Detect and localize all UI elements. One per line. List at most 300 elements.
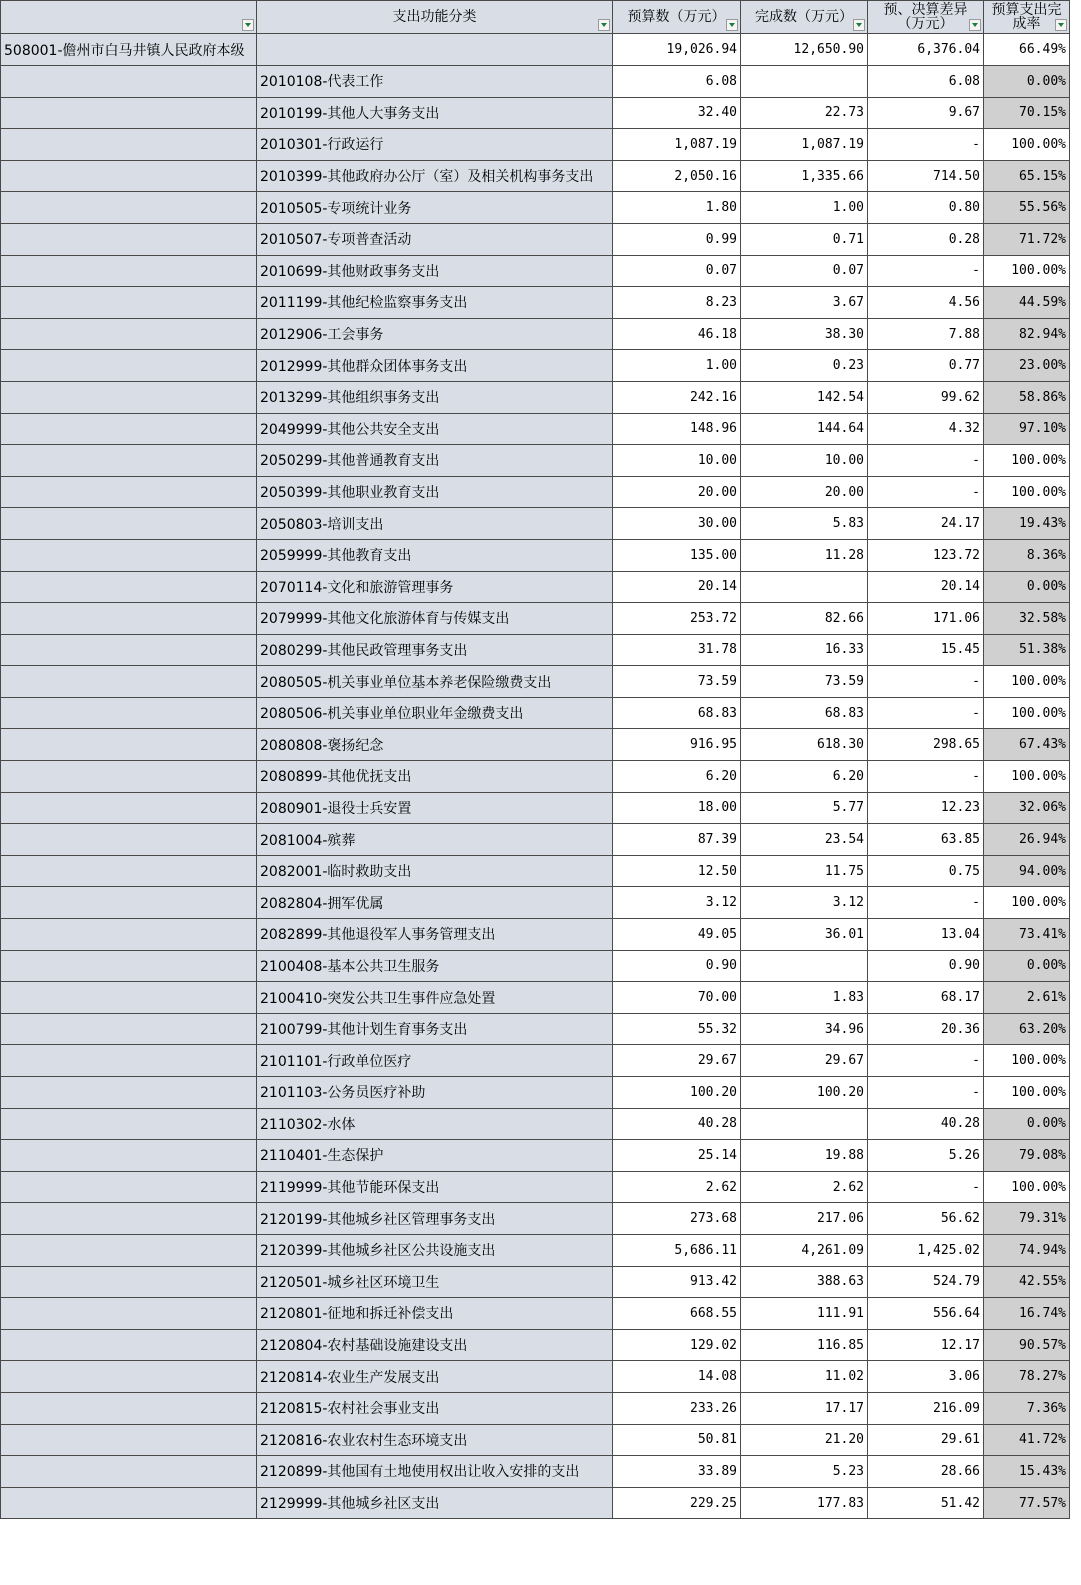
unit-cell[interactable] xyxy=(1,634,257,666)
budget-cell[interactable]: 40.28 xyxy=(613,1108,741,1140)
budget-cell[interactable]: 46.18 xyxy=(613,318,741,350)
rate-cell[interactable]: 44.59% xyxy=(984,287,1070,319)
rate-cell[interactable]: 63.20% xyxy=(984,1013,1070,1045)
table-row[interactable] xyxy=(1,1487,1070,1519)
table-row[interactable] xyxy=(1,634,1070,666)
budget-cell[interactable]: 29.67 xyxy=(613,1045,741,1077)
actual-cell[interactable]: 38.30 xyxy=(741,318,868,350)
diff-cell[interactable]: 298.65 xyxy=(868,729,984,761)
budget-cell[interactable]: 19,026.94 xyxy=(613,34,741,66)
unit-cell[interactable] xyxy=(1,1329,257,1361)
rate-cell[interactable]: 19.43% xyxy=(984,508,1070,540)
diff-cell[interactable]: 524.79 xyxy=(868,1266,984,1298)
table-row[interactable] xyxy=(1,97,1070,129)
category-cell[interactable]: 2079999-其他文化旅游体育与传媒支出 xyxy=(257,603,613,635)
budget-cell[interactable]: 2,050.16 xyxy=(613,160,741,192)
category-cell[interactable]: 2082804-拥军优属 xyxy=(257,887,613,919)
budget-cell[interactable]: 253.72 xyxy=(613,603,741,635)
category-cell[interactable]: 2110302-水体 xyxy=(257,1108,613,1140)
budget-cell[interactable]: 6.08 xyxy=(613,66,741,98)
actual-cell[interactable] xyxy=(741,571,868,603)
category-cell[interactable]: 2010108-代表工作 xyxy=(257,66,613,98)
table-row[interactable] xyxy=(1,1045,1070,1077)
category-cell[interactable]: 2120899-其他国有土地使用权出让收入安排的支出 xyxy=(257,1456,613,1488)
actual-cell[interactable] xyxy=(741,1108,868,1140)
unit-cell[interactable] xyxy=(1,223,257,255)
unit-cell[interactable] xyxy=(1,381,257,413)
filter-dropdown-icon[interactable] xyxy=(726,19,738,31)
table-row[interactable] xyxy=(1,855,1070,887)
unit-cell[interactable] xyxy=(1,1077,257,1109)
rate-cell[interactable]: 2.61% xyxy=(984,982,1070,1014)
unit-cell[interactable] xyxy=(1,919,257,951)
unit-cell[interactable] xyxy=(1,887,257,919)
unit-cell[interactable] xyxy=(1,508,257,540)
table-row[interactable] xyxy=(1,1456,1070,1488)
category-cell[interactable]: 2010301-行政运行 xyxy=(257,129,613,161)
rate-cell[interactable]: 7.36% xyxy=(984,1392,1070,1424)
budget-cell[interactable]: 916.95 xyxy=(613,729,741,761)
rate-cell[interactable]: 97.10% xyxy=(984,413,1070,445)
diff-cell[interactable]: 24.17 xyxy=(868,508,984,540)
table-row[interactable] xyxy=(1,129,1070,161)
rate-cell[interactable]: 79.08% xyxy=(984,1140,1070,1172)
unit-cell[interactable] xyxy=(1,129,257,161)
budget-cell[interactable]: 0.90 xyxy=(613,950,741,982)
rate-cell[interactable]: 8.36% xyxy=(984,539,1070,571)
category-cell[interactable] xyxy=(257,34,613,66)
table-row[interactable] xyxy=(1,1361,1070,1393)
unit-cell[interactable] xyxy=(1,255,257,287)
rate-cell[interactable]: 100.00% xyxy=(984,129,1070,161)
actual-cell[interactable]: 2.62 xyxy=(741,1171,868,1203)
budget-cell[interactable]: 73.59 xyxy=(613,666,741,698)
unit-cell[interactable] xyxy=(1,603,257,635)
actual-cell[interactable]: 388.63 xyxy=(741,1266,868,1298)
table-row[interactable] xyxy=(1,1392,1070,1424)
budget-cell[interactable]: 30.00 xyxy=(613,508,741,540)
budget-cell[interactable]: 31.78 xyxy=(613,634,741,666)
table-row[interactable] xyxy=(1,1329,1070,1361)
unit-cell[interactable] xyxy=(1,1203,257,1235)
table-row[interactable] xyxy=(1,792,1070,824)
unit-cell[interactable] xyxy=(1,445,257,477)
budget-cell[interactable]: 12.50 xyxy=(613,855,741,887)
rate-cell[interactable]: 67.43% xyxy=(984,729,1070,761)
budget-cell[interactable]: 242.16 xyxy=(613,381,741,413)
diff-cell[interactable]: 40.28 xyxy=(868,1108,984,1140)
actual-cell[interactable]: 17.17 xyxy=(741,1392,868,1424)
unit-cell[interactable] xyxy=(1,1234,257,1266)
category-cell[interactable]: 2100799-其他计划生育事务支出 xyxy=(257,1013,613,1045)
actual-cell[interactable]: 4,261.09 xyxy=(741,1234,868,1266)
diff-cell[interactable]: 4.56 xyxy=(868,287,984,319)
budget-cell[interactable]: 32.40 xyxy=(613,97,741,129)
category-cell[interactable]: 2050399-其他职业教育支出 xyxy=(257,476,613,508)
unit-cell[interactable] xyxy=(1,666,257,698)
unit-cell[interactable] xyxy=(1,1140,257,1172)
category-cell[interactable]: 2120814-农业生产发展支出 xyxy=(257,1361,613,1393)
unit-cell[interactable] xyxy=(1,1361,257,1393)
table-row[interactable] xyxy=(1,603,1070,635)
actual-cell[interactable]: 3.67 xyxy=(741,287,868,319)
diff-cell[interactable]: 99.62 xyxy=(868,381,984,413)
unit-cell[interactable]: 508001-儋州市白马井镇人民政府本级 xyxy=(1,34,257,66)
actual-cell[interactable]: 0.71 xyxy=(741,223,868,255)
diff-cell[interactable]: 216.09 xyxy=(868,1392,984,1424)
unit-cell[interactable] xyxy=(1,287,257,319)
category-cell[interactable]: 2010199-其他人大事务支出 xyxy=(257,97,613,129)
diff-cell[interactable]: 6.08 xyxy=(868,66,984,98)
rate-cell[interactable]: 16.74% xyxy=(984,1298,1070,1330)
table-row[interactable] xyxy=(1,255,1070,287)
unit-cell[interactable] xyxy=(1,97,257,129)
table-row[interactable] xyxy=(1,508,1070,540)
table-row[interactable] xyxy=(1,223,1070,255)
unit-cell[interactable] xyxy=(1,824,257,856)
actual-cell[interactable]: 12,650.90 xyxy=(741,34,868,66)
actual-cell[interactable]: 11.02 xyxy=(741,1361,868,1393)
budget-cell[interactable]: 668.55 xyxy=(613,1298,741,1330)
rate-cell[interactable]: 78.27% xyxy=(984,1361,1070,1393)
table-row[interactable] xyxy=(1,1013,1070,1045)
table-row[interactable] xyxy=(1,982,1070,1014)
actual-cell[interactable]: 29.67 xyxy=(741,1045,868,1077)
category-cell[interactable]: 2080506-机关事业单位职业年金缴费支出 xyxy=(257,697,613,729)
rate-cell[interactable]: 100.00% xyxy=(984,1077,1070,1109)
actual-cell[interactable]: 177.83 xyxy=(741,1487,868,1519)
budget-cell[interactable]: 55.32 xyxy=(613,1013,741,1045)
unit-cell[interactable] xyxy=(1,1171,257,1203)
unit-cell[interactable] xyxy=(1,476,257,508)
budget-cell[interactable]: 1.80 xyxy=(613,192,741,224)
rate-cell[interactable]: 100.00% xyxy=(984,1045,1070,1077)
diff-cell[interactable]: - xyxy=(868,666,984,698)
diff-cell[interactable]: 3.06 xyxy=(868,1361,984,1393)
actual-cell[interactable] xyxy=(741,66,868,98)
actual-cell[interactable]: 144.64 xyxy=(741,413,868,445)
diff-cell[interactable]: 0.77 xyxy=(868,350,984,382)
category-cell[interactable]: 2010507-专项普查活动 xyxy=(257,223,613,255)
budget-cell[interactable]: 49.05 xyxy=(613,919,741,951)
unit-cell[interactable] xyxy=(1,160,257,192)
actual-cell[interactable]: 73.59 xyxy=(741,666,868,698)
diff-cell[interactable]: - xyxy=(868,1077,984,1109)
category-cell[interactable]: 2082899-其他退役军人事务管理支出 xyxy=(257,919,613,951)
diff-cell[interactable]: 28.66 xyxy=(868,1456,984,1488)
diff-cell[interactable]: - xyxy=(868,1171,984,1203)
category-cell[interactable]: 2119999-其他节能环保支出 xyxy=(257,1171,613,1203)
budget-cell[interactable]: 10.00 xyxy=(613,445,741,477)
actual-cell[interactable]: 3.12 xyxy=(741,887,868,919)
diff-cell[interactable]: 4.32 xyxy=(868,413,984,445)
category-cell[interactable]: 2129999-其他城乡社区支出 xyxy=(257,1487,613,1519)
unit-cell[interactable] xyxy=(1,982,257,1014)
rate-cell[interactable]: 42.55% xyxy=(984,1266,1070,1298)
category-cell[interactable]: 2080899-其他优抚支出 xyxy=(257,761,613,793)
actual-cell[interactable]: 20.00 xyxy=(741,476,868,508)
category-cell[interactable]: 2050299-其他普通教育支出 xyxy=(257,445,613,477)
category-cell[interactable]: 2120816-农业农村生态环境支出 xyxy=(257,1424,613,1456)
budget-cell[interactable]: 233.26 xyxy=(613,1392,741,1424)
budget-cell[interactable]: 8.23 xyxy=(613,287,741,319)
budget-cell[interactable]: 2.62 xyxy=(613,1171,741,1203)
rate-cell[interactable]: 0.00% xyxy=(984,571,1070,603)
rate-cell[interactable]: 100.00% xyxy=(984,761,1070,793)
diff-cell[interactable]: 9.67 xyxy=(868,97,984,129)
table-row[interactable] xyxy=(1,476,1070,508)
budget-cell[interactable]: 913.42 xyxy=(613,1266,741,1298)
actual-cell[interactable]: 0.07 xyxy=(741,255,868,287)
category-cell[interactable]: 2110401-生态保护 xyxy=(257,1140,613,1172)
diff-cell[interactable]: - xyxy=(868,761,984,793)
actual-cell[interactable]: 34.96 xyxy=(741,1013,868,1045)
rate-cell[interactable]: 100.00% xyxy=(984,887,1070,919)
budget-cell[interactable]: 135.00 xyxy=(613,539,741,571)
diff-cell[interactable]: 171.06 xyxy=(868,603,984,635)
unit-cell[interactable] xyxy=(1,1108,257,1140)
diff-cell[interactable]: 29.61 xyxy=(868,1424,984,1456)
diff-cell[interactable]: 714.50 xyxy=(868,160,984,192)
table-row[interactable] xyxy=(1,887,1070,919)
unit-cell[interactable] xyxy=(1,1013,257,1045)
actual-cell[interactable]: 618.30 xyxy=(741,729,868,761)
unit-cell[interactable] xyxy=(1,350,257,382)
budget-cell[interactable]: 1.00 xyxy=(613,350,741,382)
rate-cell[interactable]: 41.72% xyxy=(984,1424,1070,1456)
actual-cell[interactable]: 5.77 xyxy=(741,792,868,824)
diff-cell[interactable]: 0.90 xyxy=(868,950,984,982)
unit-cell[interactable] xyxy=(1,1424,257,1456)
table-row[interactable] xyxy=(1,539,1070,571)
actual-cell[interactable]: 142.54 xyxy=(741,381,868,413)
actual-cell[interactable]: 116.85 xyxy=(741,1329,868,1361)
budget-cell[interactable]: 229.25 xyxy=(613,1487,741,1519)
actual-cell[interactable]: 100.20 xyxy=(741,1077,868,1109)
category-cell[interactable]: 2080505-机关事业单位基本养老保险缴费支出 xyxy=(257,666,613,698)
rate-cell[interactable]: 51.38% xyxy=(984,634,1070,666)
actual-cell[interactable]: 0.23 xyxy=(741,350,868,382)
category-cell[interactable]: 2080901-退役士兵安置 xyxy=(257,792,613,824)
table-row[interactable] xyxy=(1,1171,1070,1203)
diff-cell[interactable]: - xyxy=(868,887,984,919)
table-row[interactable] xyxy=(1,1077,1070,1109)
budget-cell[interactable]: 1,087.19 xyxy=(613,129,741,161)
category-cell[interactable]: 2120801-征地和拆迁补偿支出 xyxy=(257,1298,613,1330)
unit-cell[interactable] xyxy=(1,571,257,603)
diff-cell[interactable]: 7.88 xyxy=(868,318,984,350)
rate-cell[interactable]: 23.00% xyxy=(984,350,1070,382)
unit-cell[interactable] xyxy=(1,1392,257,1424)
rate-cell[interactable]: 70.15% xyxy=(984,97,1070,129)
table-row-unit-total[interactable] xyxy=(1,34,1070,66)
rate-cell[interactable]: 73.41% xyxy=(984,919,1070,951)
actual-cell[interactable]: 1.83 xyxy=(741,982,868,1014)
diff-cell[interactable]: 12.23 xyxy=(868,792,984,824)
rate-cell[interactable]: 71.72% xyxy=(984,223,1070,255)
diff-cell[interactable]: 51.42 xyxy=(868,1487,984,1519)
unit-cell[interactable] xyxy=(1,413,257,445)
actual-cell[interactable]: 10.00 xyxy=(741,445,868,477)
table-row[interactable] xyxy=(1,192,1070,224)
budget-cell[interactable]: 5,686.11 xyxy=(613,1234,741,1266)
diff-cell[interactable]: 63.85 xyxy=(868,824,984,856)
category-cell[interactable]: 2059999-其他教育支出 xyxy=(257,539,613,571)
unit-cell[interactable] xyxy=(1,792,257,824)
diff-cell[interactable]: 123.72 xyxy=(868,539,984,571)
table-row[interactable] xyxy=(1,1298,1070,1330)
table-row[interactable] xyxy=(1,919,1070,951)
category-cell[interactable]: 2101101-行政单位医疗 xyxy=(257,1045,613,1077)
budget-cell[interactable]: 14.08 xyxy=(613,1361,741,1393)
unit-cell[interactable] xyxy=(1,1266,257,1298)
diff-cell[interactable]: - xyxy=(868,1045,984,1077)
budget-cell[interactable]: 0.99 xyxy=(613,223,741,255)
table-row[interactable] xyxy=(1,1108,1070,1140)
diff-cell[interactable]: - xyxy=(868,129,984,161)
actual-cell[interactable]: 68.83 xyxy=(741,697,868,729)
category-cell[interactable]: 2080808-褒扬纪念 xyxy=(257,729,613,761)
category-cell[interactable]: 2120399-其他城乡社区公共设施支出 xyxy=(257,1234,613,1266)
actual-cell[interactable]: 23.54 xyxy=(741,824,868,856)
diff-cell[interactable]: 20.14 xyxy=(868,571,984,603)
unit-cell[interactable] xyxy=(1,318,257,350)
unit-cell[interactable] xyxy=(1,66,257,98)
rate-cell[interactable]: 100.00% xyxy=(984,445,1070,477)
rate-cell[interactable]: 0.00% xyxy=(984,66,1070,98)
unit-cell[interactable] xyxy=(1,192,257,224)
rate-cell[interactable]: 55.56% xyxy=(984,192,1070,224)
rate-cell[interactable]: 100.00% xyxy=(984,697,1070,729)
unit-cell[interactable] xyxy=(1,1456,257,1488)
actual-cell[interactable]: 16.33 xyxy=(741,634,868,666)
category-cell[interactable]: 2010505-专项统计业务 xyxy=(257,192,613,224)
diff-cell[interactable]: 6,376.04 xyxy=(868,34,984,66)
table-row[interactable] xyxy=(1,666,1070,698)
budget-cell[interactable]: 18.00 xyxy=(613,792,741,824)
diff-cell[interactable]: 12.17 xyxy=(868,1329,984,1361)
rate-cell[interactable]: 65.15% xyxy=(984,160,1070,192)
rate-cell[interactable]: 0.00% xyxy=(984,950,1070,982)
diff-cell[interactable]: - xyxy=(868,445,984,477)
table-row[interactable] xyxy=(1,697,1070,729)
actual-cell[interactable]: 1.00 xyxy=(741,192,868,224)
budget-cell[interactable]: 100.20 xyxy=(613,1077,741,1109)
rate-cell[interactable]: 90.57% xyxy=(984,1329,1070,1361)
filter-dropdown-icon[interactable] xyxy=(853,19,865,31)
diff-cell[interactable]: - xyxy=(868,697,984,729)
diff-cell[interactable]: - xyxy=(868,476,984,508)
filter-dropdown-icon[interactable] xyxy=(969,19,981,31)
diff-cell[interactable]: 15.45 xyxy=(868,634,984,666)
rate-cell[interactable]: 15.43% xyxy=(984,1456,1070,1488)
rate-cell[interactable]: 100.00% xyxy=(984,1171,1070,1203)
category-cell[interactable]: 2012906-工会事务 xyxy=(257,318,613,350)
budget-cell[interactable]: 0.07 xyxy=(613,255,741,287)
unit-cell[interactable] xyxy=(1,539,257,571)
diff-cell[interactable]: 5.26 xyxy=(868,1140,984,1172)
actual-cell[interactable]: 1,335.66 xyxy=(741,160,868,192)
diff-cell[interactable]: - xyxy=(868,255,984,287)
table-row[interactable] xyxy=(1,1203,1070,1235)
category-cell[interactable]: 2010699-其他财政事务支出 xyxy=(257,255,613,287)
budget-cell[interactable]: 273.68 xyxy=(613,1203,741,1235)
category-cell[interactable]: 2010399-其他政府办公厅（室）及相关机构事务支出 xyxy=(257,160,613,192)
actual-cell[interactable]: 19.88 xyxy=(741,1140,868,1172)
unit-cell[interactable] xyxy=(1,761,257,793)
table-row[interactable] xyxy=(1,950,1070,982)
category-cell[interactable]: 2082001-临时救助支出 xyxy=(257,855,613,887)
budget-cell[interactable]: 87.39 xyxy=(613,824,741,856)
unit-cell[interactable] xyxy=(1,950,257,982)
table-row[interactable] xyxy=(1,381,1070,413)
rate-cell[interactable]: 0.00% xyxy=(984,1108,1070,1140)
category-cell[interactable]: 2120501-城乡社区环境卫生 xyxy=(257,1266,613,1298)
filter-dropdown-icon[interactable] xyxy=(1055,19,1067,31)
actual-cell[interactable]: 6.20 xyxy=(741,761,868,793)
category-cell[interactable]: 2101103-公务员医疗补助 xyxy=(257,1077,613,1109)
category-cell[interactable]: 2050803-培训支出 xyxy=(257,508,613,540)
budget-cell[interactable]: 20.14 xyxy=(613,571,741,603)
diff-cell[interactable]: 0.75 xyxy=(868,855,984,887)
category-cell[interactable]: 2120199-其他城乡社区管理事务支出 xyxy=(257,1203,613,1235)
category-cell[interactable]: 2070114-文化和旅游管理事务 xyxy=(257,571,613,603)
category-cell[interactable]: 2120804-农村基础设施建设支出 xyxy=(257,1329,613,1361)
table-row[interactable] xyxy=(1,729,1070,761)
category-cell[interactable]: 2013299-其他组织事务支出 xyxy=(257,381,613,413)
budget-cell[interactable]: 68.83 xyxy=(613,697,741,729)
category-cell[interactable]: 2081004-殡葬 xyxy=(257,824,613,856)
rate-cell[interactable]: 100.00% xyxy=(984,666,1070,698)
table-row[interactable] xyxy=(1,66,1070,98)
table-row[interactable] xyxy=(1,1424,1070,1456)
diff-cell[interactable]: 68.17 xyxy=(868,982,984,1014)
table-row[interactable] xyxy=(1,1266,1070,1298)
diff-cell[interactable]: 0.28 xyxy=(868,223,984,255)
actual-cell[interactable]: 111.91 xyxy=(741,1298,868,1330)
actual-cell[interactable]: 5.23 xyxy=(741,1456,868,1488)
actual-cell[interactable]: 36.01 xyxy=(741,919,868,951)
table-row[interactable] xyxy=(1,160,1070,192)
unit-cell[interactable] xyxy=(1,1487,257,1519)
category-cell[interactable]: 2011199-其他纪检监察事务支出 xyxy=(257,287,613,319)
filter-dropdown-icon[interactable] xyxy=(242,19,254,31)
table-row[interactable] xyxy=(1,413,1070,445)
table-row[interactable] xyxy=(1,287,1070,319)
rate-cell[interactable]: 58.86% xyxy=(984,381,1070,413)
rate-cell[interactable]: 94.00% xyxy=(984,855,1070,887)
diff-cell[interactable]: 20.36 xyxy=(868,1013,984,1045)
category-cell[interactable]: 2120815-农村社会事业支出 xyxy=(257,1392,613,1424)
table-row[interactable] xyxy=(1,824,1070,856)
rate-cell[interactable]: 79.31% xyxy=(984,1203,1070,1235)
actual-cell[interactable] xyxy=(741,950,868,982)
table-row[interactable] xyxy=(1,761,1070,793)
diff-cell[interactable]: 1,425.02 xyxy=(868,1234,984,1266)
table-row[interactable] xyxy=(1,1140,1070,1172)
rate-cell[interactable]: 100.00% xyxy=(984,476,1070,508)
rate-cell[interactable]: 32.06% xyxy=(984,792,1070,824)
actual-cell[interactable]: 5.83 xyxy=(741,508,868,540)
diff-cell[interactable]: 0.80 xyxy=(868,192,984,224)
table-row[interactable] xyxy=(1,1234,1070,1266)
unit-cell[interactable] xyxy=(1,1045,257,1077)
category-cell[interactable]: 2100410-突发公共卫生事件应急处置 xyxy=(257,982,613,1014)
category-cell[interactable]: 2100408-基本公共卫生服务 xyxy=(257,950,613,982)
table-row[interactable] xyxy=(1,445,1070,477)
unit-cell[interactable] xyxy=(1,697,257,729)
rate-cell[interactable]: 82.94% xyxy=(984,318,1070,350)
